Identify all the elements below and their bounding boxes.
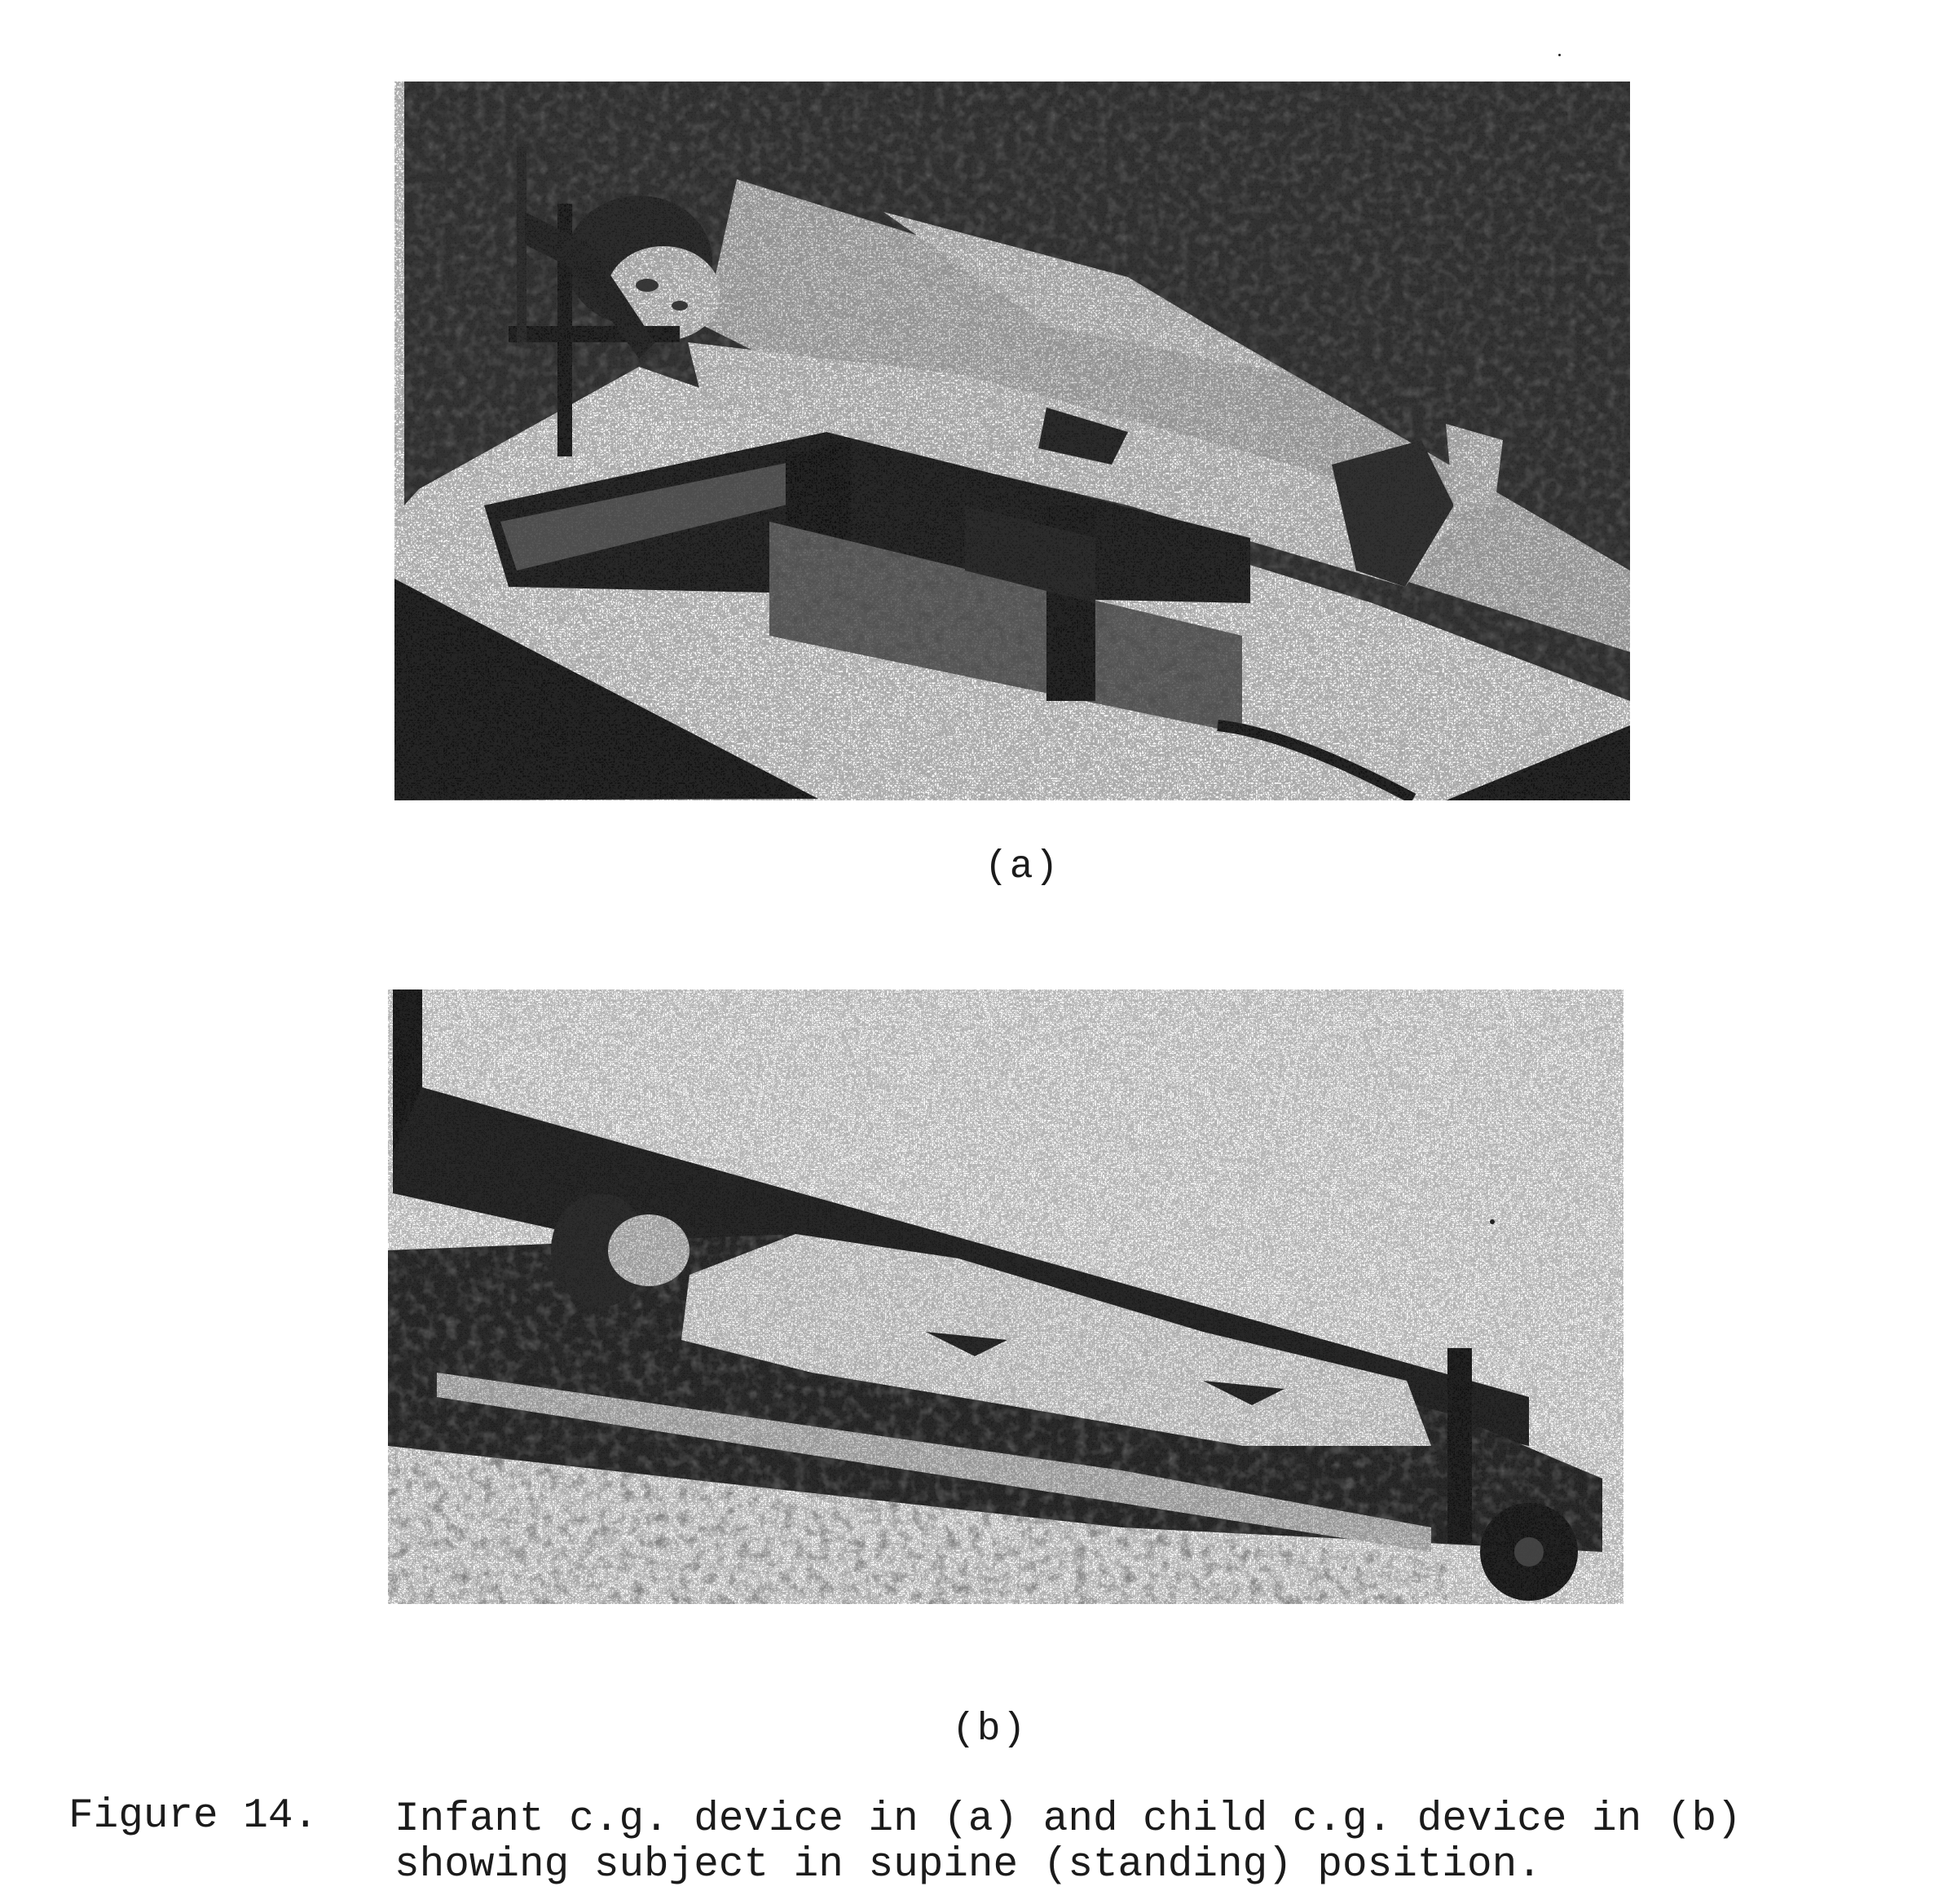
photo-infant-cg-device-image — [394, 82, 1630, 800]
panel-label-b: (b) — [952, 1708, 1028, 1752]
figure-caption-line-1: Infant c.g. device in (a) and child c.g. device in (b) — [394, 1796, 1742, 1843]
page-speck — [1558, 54, 1561, 56]
photo-child-cg-device — [388, 989, 1624, 1604]
panel-label-a: (a) — [985, 845, 1060, 889]
figure-caption-line-2: showing subject in supine (standing) position. — [394, 1842, 1542, 1889]
page-speck — [1490, 1219, 1495, 1224]
photo-child-cg-device-image — [388, 989, 1624, 1604]
figure-number: Figure 14. — [68, 1793, 319, 1840]
photo-infant-cg-device — [394, 82, 1630, 800]
